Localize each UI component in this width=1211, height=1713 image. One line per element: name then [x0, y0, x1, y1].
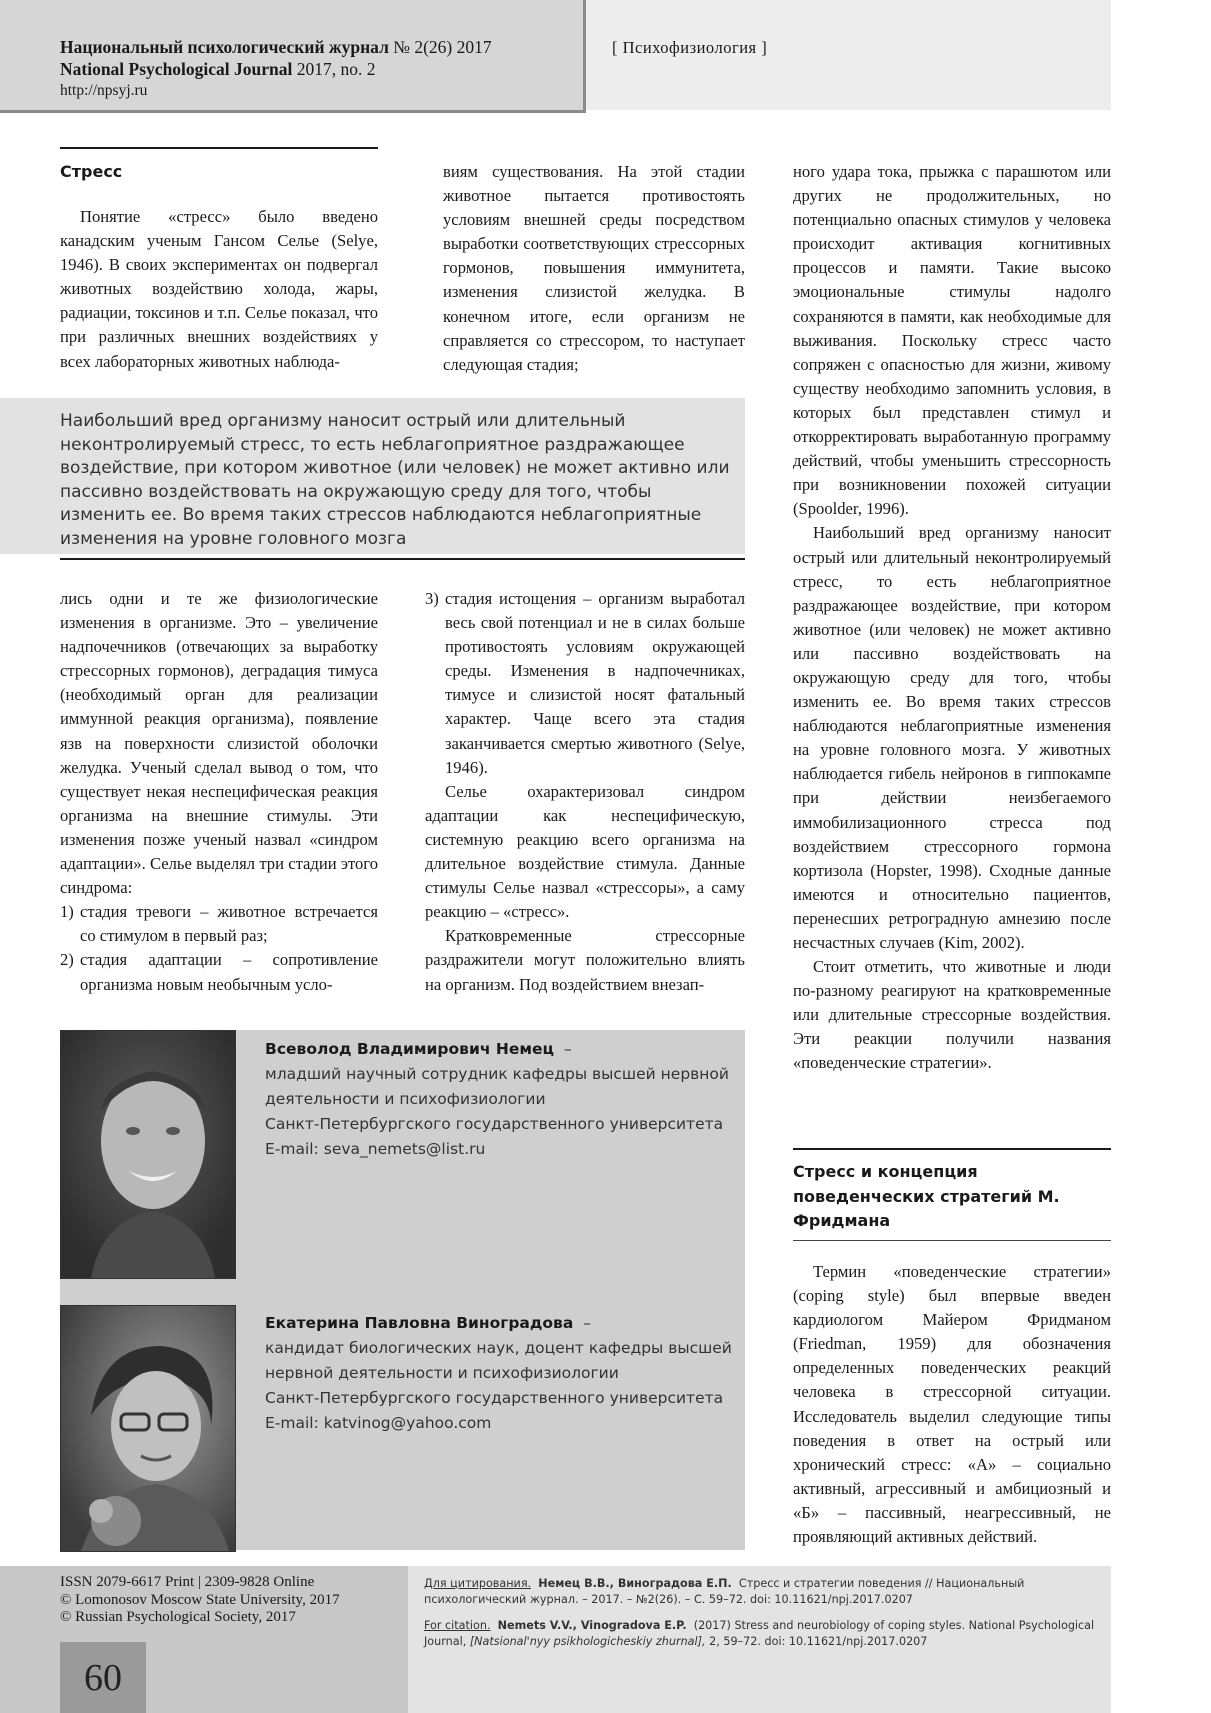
- section-label: [ Психофизиология ]: [612, 38, 768, 57]
- author-name: Всеволод Владимирович Немец: [265, 1040, 555, 1058]
- copyright-rps: © Russian Psychological Society, 2017: [60, 1609, 296, 1625]
- citation-ru: Для цитирования. Немец В.В., Виноградова Е.П. Стресс и стратегии поведения // Национальный психологический журнал. – 2017. – №2(26). – С. 59–72. doi: 10.11621/npj.2017.0207: [424, 1577, 1025, 1606]
- journal-title-en: National Psychological Journal 2017, no. 2: [60, 59, 376, 79]
- col2-top-text: [443, 160, 745, 377]
- col3-text: [793, 160, 1111, 1076]
- paragraph: Наибольший вред организму наносит острый или длительный неконтролируемый стресс, то есть неблагоприятное раздражающее воздействие, при котором животное (или человек) не может активно или пассивно воздействовать на окружающую среду для того, чтобы изменить ее. Во время таких стрессов наблюдаются неблагоприятные изменения на уровне головного мозга. У животных наблюдается гибель нейронов в гиппокампе при действии неизбегаемого иммобилизационного стресса под воздействием стрессорного гормона кортизола (Hopster, 1998). Сходные данные имеются и относительно пациентов, перенесших ретроградную амнезию после несчастных случаев (Kim, 2002).: [793, 523, 1111, 952]
- col1-top-text: [60, 205, 378, 374]
- issn: ISSN 2079-6617 Print | 2309-9828 Online: [60, 1574, 315, 1590]
- journal-issue-ru: № 2(26) 2017: [393, 37, 492, 57]
- page-number: 60: [60, 1642, 146, 1713]
- col3-bottom-text: [793, 1260, 1111, 1549]
- section-rule: [793, 1148, 1111, 1150]
- citation-authors: Немец В.В., Виноградова Е.П.: [538, 1577, 732, 1590]
- author-card-vinogradova: Екатерина Павловна Виноградова – кандидат биологических наук, доцент кафедры высшей нервной деятельности и психофизиологии Санкт-Петербургского государственного университета E-mail: katvinog@yahoo.com: [265, 1311, 735, 1436]
- list-item: 3) стадия истощения – организм выработал весь свой потенциал и не в силах больше противостоять условиям окружающей среды. Изменения в надпочечниках, тимусе и слизистой носят фатальный характер. Чаще всего эта стадия заканчивается смертью животного (Selye, 1946).: [425, 589, 745, 777]
- section-heading-stress: Стресс: [60, 162, 123, 181]
- col1-bottom-text: [60, 587, 378, 997]
- paragraph: ного удара тока, прыжка с парашютом или других не продолжительных, но потенциально опасных стимулов у человека происходит активация когнитивных процессов и памяти. Такие высоко эмоциональные стимулы надолго сохраняются в памяти, как необходимые для выживания. Поскольку стресс часто сопряжен с опасностью для жизни, живому существу необходимо запомнить условия, в которых был представлен стимул и откорректировать выработанную программу действий, чтобы уменьшить стрессорность при возникновении похожей ситуации (Spoolder, 1996).: [793, 162, 1111, 519]
- citation-label: For citation.: [424, 1619, 491, 1632]
- journal-url[interactable]: http://npsyj.ru: [60, 82, 148, 99]
- author-photo-nemets: [60, 1030, 236, 1279]
- section-heading-friedman: Стресс и концепция поведенческих стратегий М. Фридмана: [793, 1162, 1060, 1230]
- paragraph: Стоит отметить, что животные и люди по-разному реагируют на кратковременные или длительные стрессорные воздействия. Эти реакции получили названия «поведенческие стратегии».: [793, 957, 1111, 1073]
- section-rule-thin: [793, 1240, 1111, 1241]
- paragraph: Термин «поведенческие стратегии» (coping style) был впервые введен кардиологом Майером Фридманом (Friedman, 1959) для обозначения определенных поведенческих реакций человека в стрессорной ситуации. Исследователь выделил следующие типы поведения в ответ на острый или хронический стресс: «А» – социально активный, агрессивный и амбициозный и «Б» – пассивный, неагрессивный, не проявляющий активных действий.: [793, 1262, 1111, 1547]
- section-rule: [60, 147, 378, 149]
- col2-bottom-text: [425, 587, 745, 997]
- footer-imprint: [60, 1574, 340, 1627]
- paragraph: Кратковременные стрессорные раздражители могут положительно влиять на организм. Под воздействием внезап-: [425, 926, 745, 994]
- author-email[interactable]: E-mail: katvinog@yahoo.com: [265, 1414, 492, 1432]
- pull-quote-text: Наибольший вред организму наносит острый или длительный неконтролируемый стресс, то есть неблагоприятное раздражающее воздействие, при котором животное (или человек) не может активно или пассивно воздействовать на окружающую среду для того, чтобы изменить ее. Во время таких стрессов наблюдаются неблагоприятные изменения на уровне головного мозга: [60, 411, 730, 549]
- copyright-msu: © Lomonosov Moscow State University, 2017: [60, 1591, 340, 1608]
- paragraph: Селье охарактеризовал синдром адаптации как неспецифическую, системную реакцию всего организма на длительное воздействие стимула. Данные стимулы Селье назвал «стрессоры», а саму реакцию – «стресс».: [425, 781, 745, 922]
- journal-title-ru: Национальный психологический журнал № 2(26) 2017: [60, 37, 492, 57]
- citation-authors: Nemets V.V., Vinogradova E.P.: [497, 1619, 687, 1632]
- journal-issue-en: 2017, no. 2: [296, 59, 376, 79]
- author-position: кандидат биологических наук, доцент кафедры высшей нервной деятельности и психофизиологии: [265, 1339, 732, 1382]
- citation-label: Для цитирования.: [424, 1577, 532, 1590]
- author-email[interactable]: E-mail: seva_nemets@list.ru: [265, 1140, 486, 1158]
- pull-quote-rule: [60, 558, 745, 560]
- paragraph: виям существования. На этой стадии животное пытается противостоять условиям внешней среды посредством выработки соответствующих стрессорных гормонов, повышения иммунитета, изменения слизистой желудка. В конечном итоге, если организм не справляется со стрессором, то наступает следующая стадия;: [443, 162, 745, 374]
- paragraph: лись одни и те же физиологические изменения в организме. Это – увеличение надпочечников (отвечающих за выработку стрессорных гормонов), деградация тимуса (необходимый орган для реализации иммунной реакция организма), появление язв на поверхности слизистой оболочки желудка. Ученый сделал вывод о том, что существует некая неспецифическая реакция организма на внешние стимулы. Эти изменения позже ученый назвал «синдром адаптации». Селье выделял три стадии этого синдрома:: [60, 589, 378, 898]
- list-item: 1) стадия тревоги – животное встречается со стимулом в первый раз;: [60, 902, 378, 946]
- list-item: 2) стадия адаптации – сопротивление организма новым необычным усло-: [60, 950, 378, 994]
- author-name: Екатерина Павловна Виноградова: [265, 1314, 574, 1332]
- author-affiliation: Санкт-Петербургского государственного университета: [265, 1115, 724, 1133]
- paragraph: Понятие «стресс» было введено канадским ученым Гансом Селье (Selye, 1946). В своих экспериментах он подвергал животных воздействию холода, жары, радиации, токсинов и т.п. Селье показал, что при различных внешних воздействиях у всех лабораторных животных наблюда-: [60, 207, 378, 371]
- author-card-nemets: Всеволод Владимирович Немец – младший научный сотрудник кафедры высшей нервной деятельности и психофизиологии Санкт-Петербургского государственного университета E-mail: seva_nemets@list.ru: [265, 1037, 735, 1162]
- author-photo-vinogradova: [60, 1305, 236, 1552]
- author-position: младший научный сотрудник кафедры высшей нервной деятельности и психофизиологии: [265, 1065, 729, 1108]
- citation-en: For citation. Nemets V.V., Vinogradova E.P. (2017) Stress and neurobiology of coping styles. National Psychological Journal, [Natsional'nyy psikhologicheskiy zhurnal], 2, 59–72. doi: 10.11621/npj.2017.0207: [424, 1619, 1095, 1648]
- author-affiliation: Санкт-Петербургского государственного университета: [265, 1389, 724, 1407]
